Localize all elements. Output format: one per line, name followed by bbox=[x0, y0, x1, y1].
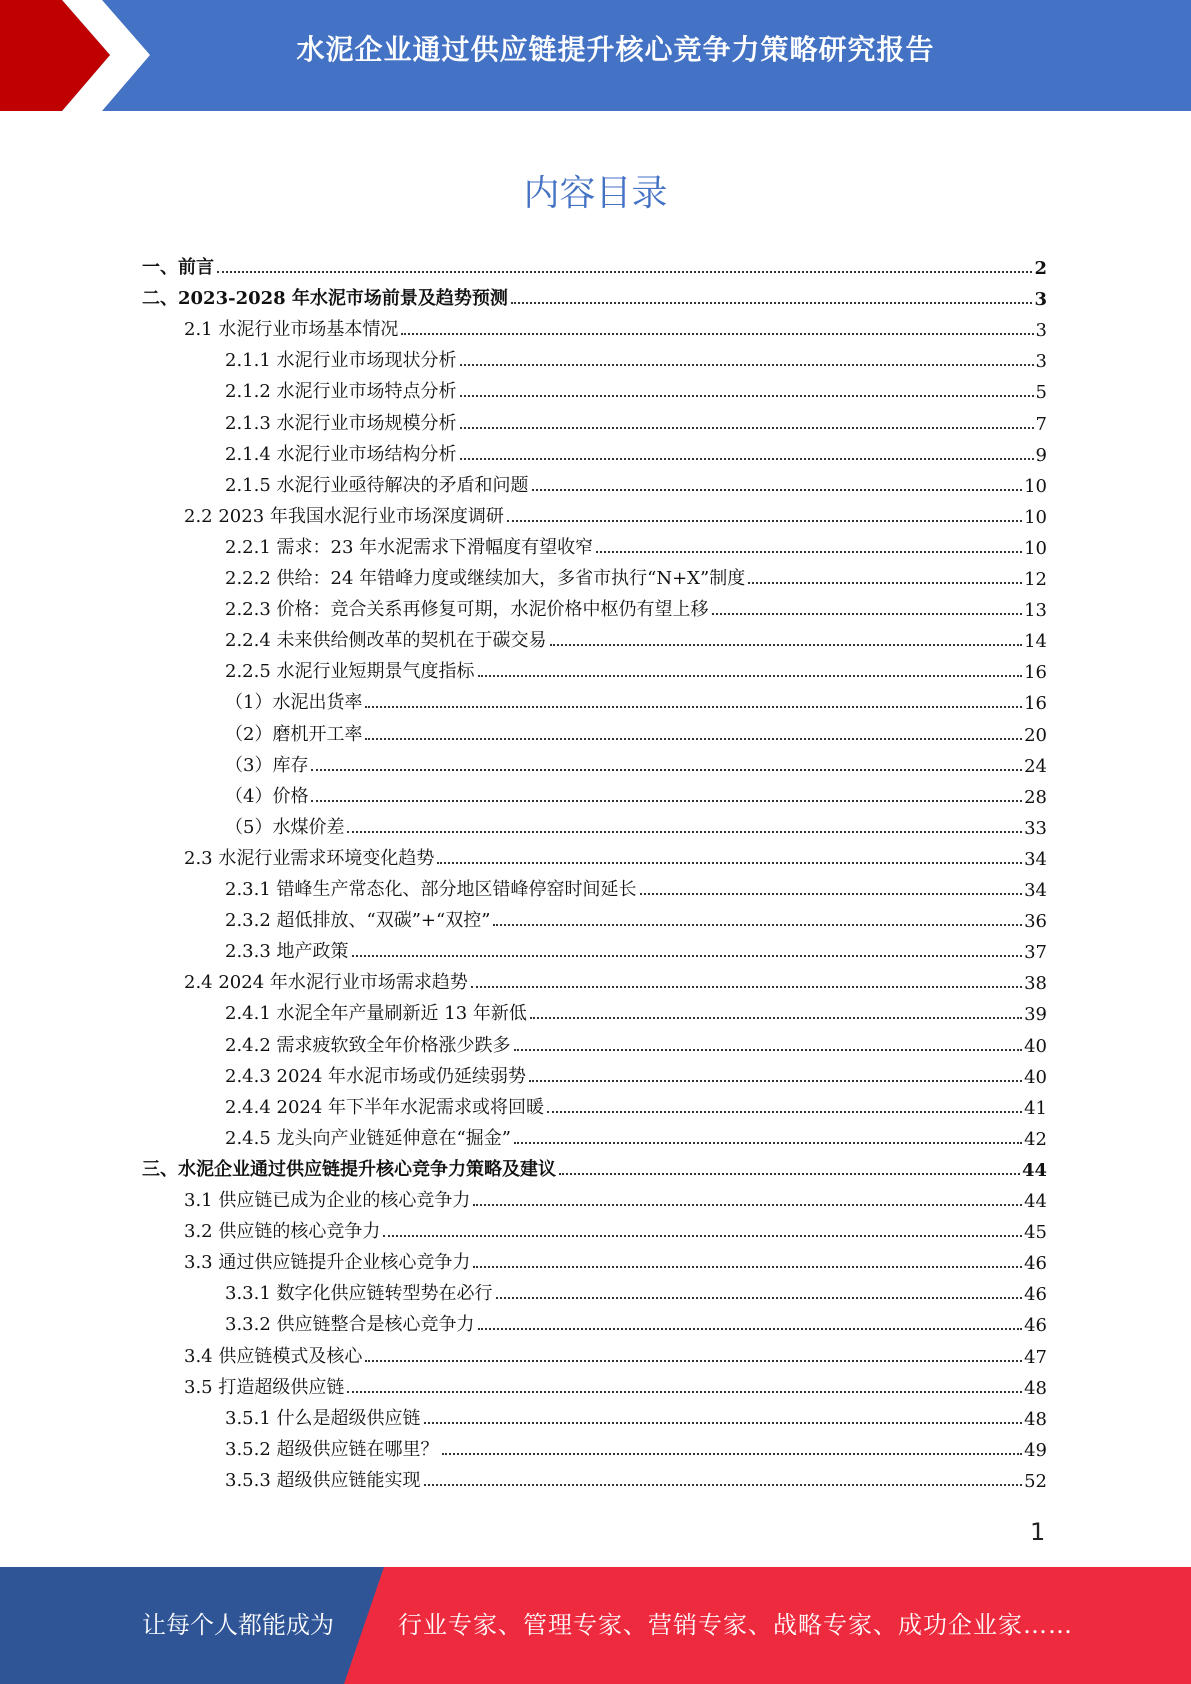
toc-entry[interactable] bbox=[225, 1001, 1047, 1025]
toc-dot-leader bbox=[460, 364, 1034, 366]
toc-dot-leader bbox=[493, 924, 1022, 926]
toc-entry-page: 46 bbox=[1024, 1253, 1047, 1274]
toc-entry-label: 3.1 供应链已成为企业的核心竞争力 bbox=[184, 1190, 471, 1211]
toc-entry-label: 2.4.5 龙头向产业链延伸意在“掘金” bbox=[225, 1128, 511, 1149]
toc-entry[interactable] bbox=[184, 317, 1047, 341]
toc-entry[interactable] bbox=[225, 659, 1047, 683]
toc-dot-leader bbox=[532, 489, 1023, 491]
toc-entry-page: 34 bbox=[1024, 849, 1047, 870]
toc-entry[interactable] bbox=[225, 939, 1047, 963]
toc-entry[interactable] bbox=[225, 411, 1047, 435]
toc-dot-leader bbox=[514, 1049, 1023, 1051]
toc-dot-leader bbox=[496, 1297, 1023, 1299]
toc-entry-label: 2.3.1 错峰生产常态化、部分地区错峰停窑时间延长 bbox=[225, 879, 637, 900]
toc-entry-page: 16 bbox=[1024, 662, 1047, 683]
toc-entry-label: 2.3.3 地产政策 bbox=[225, 941, 349, 962]
toc-entry[interactable] bbox=[225, 1312, 1047, 1336]
toc-entry-label: 2.4 2024 年水泥行业市场需求趋势 bbox=[184, 972, 468, 993]
toc-entry[interactable] bbox=[225, 1064, 1047, 1088]
page-number: 1 bbox=[1030, 1518, 1046, 1546]
toc-entry-label: 2.1.1 水泥行业市场现状分析 bbox=[225, 350, 457, 371]
toc-dot-leader bbox=[311, 800, 1022, 802]
toc-dot-leader bbox=[460, 395, 1034, 397]
toc-entry-page: 7 bbox=[1035, 414, 1047, 435]
toc-entry-page: 28 bbox=[1024, 787, 1047, 808]
toc-heading: 内容目录 bbox=[523, 173, 668, 214]
toc-entry-label: 三、水泥企业通过供应链提升核心竞争力策略及建议 bbox=[142, 1159, 556, 1180]
toc-entry-page: 24 bbox=[1024, 756, 1047, 777]
toc-entry-label: 3.5.2 超级供应链在哪里？ bbox=[225, 1439, 439, 1460]
toc-dot-leader bbox=[311, 769, 1022, 771]
toc-dot-leader bbox=[530, 1017, 1022, 1019]
toc-entry-label: 3.3.1 数字化供应链转型势在必行 bbox=[225, 1283, 493, 1304]
toc-dot-leader bbox=[559, 1173, 1020, 1175]
toc-entry-page: 3 bbox=[1034, 289, 1047, 310]
toc-dot-leader bbox=[365, 706, 1022, 708]
toc-entry[interactable] bbox=[184, 1250, 1047, 1274]
toc-dot-leader bbox=[507, 520, 1022, 522]
toc-dot-leader bbox=[748, 582, 1022, 584]
toc-entry-label: 2.4.3 2024 年水泥市场或仍延续弱势 bbox=[225, 1066, 527, 1087]
toc-entry[interactable] bbox=[225, 535, 1047, 559]
toc-entry-page: 44 bbox=[1024, 1191, 1047, 1212]
toc-dot-leader bbox=[460, 458, 1034, 460]
toc-entry[interactable] bbox=[225, 628, 1047, 652]
toc-entry-page: 41 bbox=[1024, 1098, 1047, 1119]
toc-entry-label: 2.1.2 水泥行业市场特点分析 bbox=[225, 381, 457, 402]
toc-entry[interactable] bbox=[225, 1033, 1047, 1057]
toc-entry-page: 38 bbox=[1024, 973, 1047, 994]
document-title: 水泥企业通过供应链提升核心竞争力策略研究报告 bbox=[296, 33, 935, 66]
toc-entry-page: 48 bbox=[1024, 1378, 1047, 1399]
toc-entry[interactable] bbox=[184, 1375, 1047, 1399]
toc-entry-page: 14 bbox=[1024, 631, 1047, 652]
toc-entry[interactable] bbox=[225, 722, 1047, 746]
toc-dot-leader bbox=[401, 333, 1033, 335]
toc-entry[interactable] bbox=[225, 1406, 1047, 1430]
toc-entry-page: 46 bbox=[1024, 1315, 1047, 1336]
toc-entry-page: 10 bbox=[1024, 507, 1047, 528]
toc-entry-page: 48 bbox=[1024, 1409, 1047, 1430]
toc-entry-label: 2.4.2 需求疲软致全年价格涨少跌多 bbox=[225, 1035, 511, 1056]
toc-entry-page: 47 bbox=[1024, 1347, 1047, 1368]
toc-entry-page: 9 bbox=[1035, 445, 1047, 466]
toc-dot-leader bbox=[550, 644, 1023, 646]
toc-dot-leader bbox=[547, 1111, 1022, 1113]
toc-entry-page: 45 bbox=[1024, 1222, 1047, 1243]
toc-entry-page: 3 bbox=[1035, 320, 1047, 341]
toc-dot-leader bbox=[365, 738, 1022, 740]
toc-entry[interactable] bbox=[225, 908, 1047, 932]
toc-entry-label: （3）库存 bbox=[225, 755, 309, 776]
toc-entry-page: 34 bbox=[1024, 880, 1047, 901]
toc-entry[interactable] bbox=[225, 690, 1047, 714]
toc-entry-page: 13 bbox=[1024, 600, 1047, 621]
toc-entry-page: 39 bbox=[1024, 1004, 1047, 1025]
toc-entry[interactable] bbox=[225, 1437, 1047, 1461]
toc-entry-page: 44 bbox=[1021, 1160, 1047, 1181]
toc-dot-leader bbox=[347, 1391, 1022, 1393]
toc-entry-label: 3.4 供应链模式及核心 bbox=[184, 1346, 363, 1367]
toc-dot-leader bbox=[347, 831, 1022, 833]
toc-entry-label: 一、前言 bbox=[142, 257, 214, 278]
toc-entry-page: 33 bbox=[1024, 818, 1047, 839]
toc-entry[interactable] bbox=[225, 1095, 1047, 1119]
toc-entry-label: 2.1 水泥行业市场基本情况 bbox=[184, 319, 399, 340]
toc-entry-page: 20 bbox=[1024, 725, 1047, 746]
toc-entry[interactable] bbox=[225, 815, 1047, 839]
toc-entry[interactable] bbox=[225, 442, 1047, 466]
toc-entry-label: 2.3 水泥行业需求环境变化趋势 bbox=[184, 848, 435, 869]
toc-entry[interactable] bbox=[184, 970, 1047, 994]
toc-dot-leader bbox=[383, 1235, 1022, 1237]
toc-entry[interactable] bbox=[225, 753, 1047, 777]
toc-entry-label: 2.3.2 超低排放、“双碳”+“双控” bbox=[225, 910, 491, 931]
toc-entry-label: 2.1.5 水泥行业亟待解决的矛盾和问题 bbox=[225, 475, 529, 496]
toc-entry-label: 2.1.3 水泥行业市场规模分析 bbox=[225, 413, 457, 434]
toc-dot-leader bbox=[460, 427, 1034, 429]
toc-entry-label: 2.4.4 2024 年下半年水泥需求或将回暖 bbox=[225, 1097, 545, 1118]
toc-entry-label: 2.1.4 水泥行业市场结构分析 bbox=[225, 444, 457, 465]
toc-dot-leader bbox=[473, 1204, 1022, 1206]
toc-dot-leader bbox=[424, 1484, 1023, 1486]
toc-dot-leader bbox=[529, 1080, 1022, 1082]
toc-entry[interactable] bbox=[225, 1468, 1047, 1492]
page-header bbox=[0, 0, 1191, 111]
toc-entry-page: 12 bbox=[1024, 569, 1047, 590]
toc-entry-label: （5）水煤价差 bbox=[225, 817, 345, 838]
toc-entry[interactable] bbox=[184, 1188, 1047, 1212]
toc-entry-label: 3.3.2 供应链整合是核心竞争力 bbox=[225, 1314, 475, 1335]
toc-dot-leader bbox=[352, 955, 1023, 957]
toc-entry[interactable] bbox=[225, 877, 1047, 901]
toc-dot-leader bbox=[471, 986, 1022, 988]
toc-entry[interactable] bbox=[184, 846, 1047, 870]
toc-entry-page: 40 bbox=[1024, 1036, 1047, 1057]
toc-entry[interactable] bbox=[225, 348, 1047, 372]
toc-entry-label: 2.2 2023 年我国水泥行业市场深度调研 bbox=[184, 506, 504, 527]
toc-entry-page: 52 bbox=[1024, 1471, 1047, 1492]
toc-entry-page: 42 bbox=[1024, 1129, 1047, 1150]
toc-entry[interactable] bbox=[225, 473, 1047, 497]
toc-dot-leader bbox=[437, 862, 1022, 864]
toc-entry-page: 40 bbox=[1024, 1067, 1047, 1088]
toc-entry[interactable] bbox=[184, 504, 1047, 528]
page-footer bbox=[0, 1567, 1191, 1684]
toc-dot-leader bbox=[712, 613, 1023, 615]
toc-entry-label: 2.2.4 未来供给侧改革的契机在于碳交易 bbox=[225, 630, 547, 651]
toc-entry-page: 46 bbox=[1024, 1284, 1047, 1305]
toc-entry-label: （4）价格 bbox=[225, 786, 309, 807]
toc-entry-page: 10 bbox=[1024, 538, 1047, 559]
toc-entry[interactable] bbox=[225, 566, 1047, 590]
toc-dot-leader bbox=[473, 1266, 1022, 1268]
toc-entry[interactable] bbox=[225, 597, 1047, 621]
toc-dot-leader bbox=[365, 1360, 1022, 1362]
toc-entry-label: （2）磨机开工率 bbox=[225, 724, 363, 745]
toc-entry-page: 2 bbox=[1034, 258, 1047, 279]
toc-entry-label: 3.3 通过供应链提升企业核心竞争力 bbox=[184, 1252, 471, 1273]
toc-dot-leader bbox=[514, 1142, 1022, 1144]
toc-dot-leader bbox=[424, 1422, 1023, 1424]
toc-entry-page: 49 bbox=[1024, 1440, 1047, 1461]
toc-entry[interactable] bbox=[225, 1281, 1047, 1305]
toc-entry[interactable] bbox=[225, 784, 1047, 808]
toc-entry-page: 5 bbox=[1035, 382, 1047, 403]
toc-dot-leader bbox=[478, 1328, 1023, 1330]
toc-entry-label: 二、2023-2028 年水泥市场前景及趋势预测 bbox=[142, 288, 508, 309]
footer-slogan-right: 行业专家、管理专家、营销专家、战略专家、成功企业家…… bbox=[398, 1611, 1073, 1639]
toc-entry[interactable] bbox=[142, 1157, 1047, 1181]
toc-entry-label: 2.2.2 供给：24 年错峰力度或继续加大，多省市执行“N+X”制度 bbox=[225, 568, 746, 589]
toc-dot-leader bbox=[640, 893, 1023, 895]
toc-entry-label: 2.2.1 需求：23 年水泥需求下滑幅度有望收窄 bbox=[225, 537, 594, 558]
toc-entry-label: 3.5.3 超级供应链能实现 bbox=[225, 1470, 421, 1491]
toc-entry-label: 2.2.5 水泥行业短期景气度指标 bbox=[225, 661, 475, 682]
toc-dot-leader bbox=[217, 271, 1032, 273]
toc-dot-leader bbox=[442, 1453, 1023, 1455]
toc-entry[interactable] bbox=[184, 1344, 1047, 1368]
toc-entry[interactable] bbox=[225, 1126, 1047, 1150]
toc-entry-page: 36 bbox=[1024, 911, 1047, 932]
toc-entry-page: 3 bbox=[1035, 351, 1047, 372]
footer-slogan-left: 让每个人都能成为 bbox=[142, 1611, 334, 1639]
toc-entry-page: 37 bbox=[1024, 942, 1047, 963]
toc-entry-label: （1）水泥出货率 bbox=[225, 692, 363, 713]
toc-entry-label: 3.2 供应链的核心竞争力 bbox=[184, 1221, 381, 1242]
toc-entry-page: 16 bbox=[1024, 693, 1047, 714]
toc-entry[interactable] bbox=[142, 286, 1047, 310]
toc-entry-page: 10 bbox=[1024, 476, 1047, 497]
toc-entry[interactable] bbox=[225, 379, 1047, 403]
toc-entry-label: 2.4.1 水泥全年产量刷新近 13 年新低 bbox=[225, 1003, 527, 1024]
toc-dot-leader bbox=[596, 551, 1022, 553]
toc-entry-label: 3.5 打造超级供应链 bbox=[184, 1377, 345, 1398]
toc-dot-leader bbox=[511, 302, 1033, 304]
toc-entry[interactable] bbox=[184, 1219, 1047, 1243]
toc-dot-leader bbox=[478, 675, 1023, 677]
toc-entry-label: 2.2.3 价格：竞合关系再修复可期，水泥价格中枢仍有望上移 bbox=[225, 599, 709, 620]
toc-entry-label: 3.5.1 什么是超级供应链 bbox=[225, 1408, 421, 1429]
toc-entry[interactable] bbox=[142, 255, 1047, 279]
